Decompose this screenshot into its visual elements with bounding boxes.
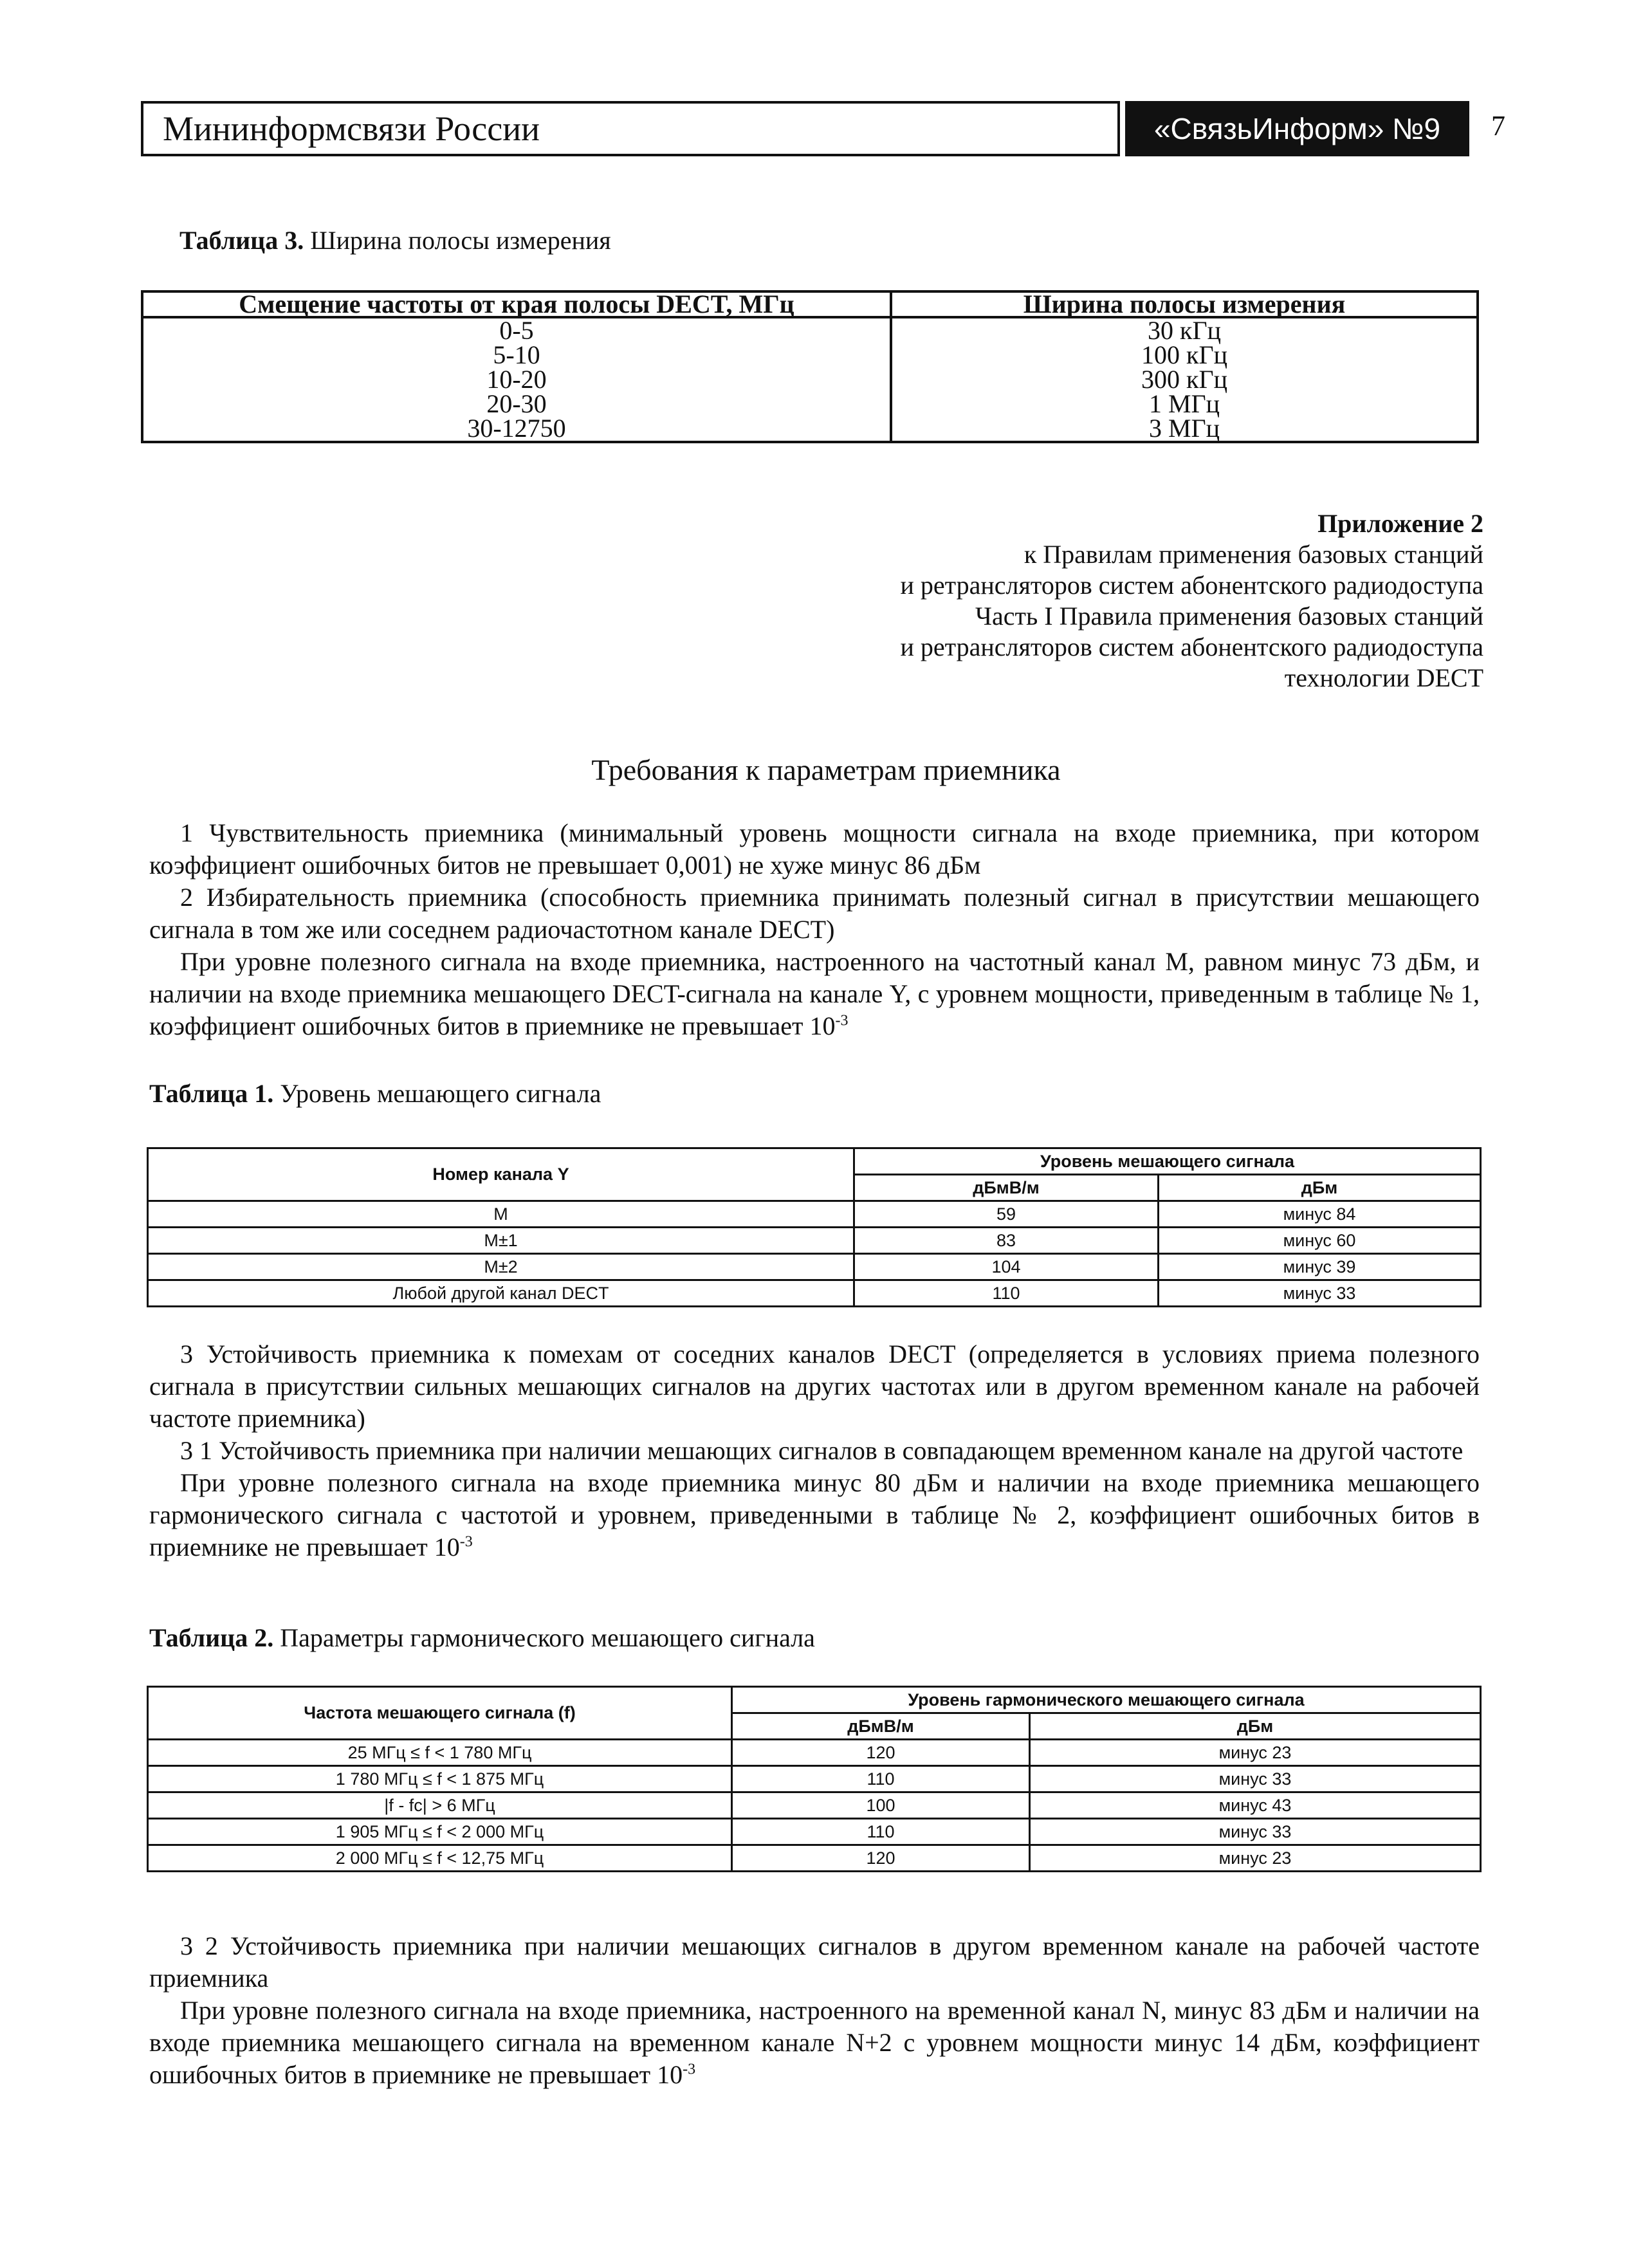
table2-header-row: [148, 1687, 1481, 1713]
table1-sub1-header: дБмВ/м: [854, 1175, 1159, 1201]
appendix-line: к Правилам применения базовых станций: [1023, 540, 1483, 569]
paragraph: 3 Устойчивость приемника к помехам от соседних каналов DECT (определяется в условиях приема полезного сигнала в присутствии сильных мешающих сигналов на других частотах или в другом временном канале на рабочей частоте приемника): [149, 1340, 1480, 1433]
table2-sub1-header: дБмВ/м: [732, 1713, 1030, 1740]
table1-group-header: Уровень мешающего сигнала: [854, 1148, 1481, 1175]
table-cell: 1 780 МГц ≤ f < 1 875 МГц: [148, 1766, 732, 1792]
page-number: 7: [1491, 110, 1505, 142]
paragraph: 2 Избирательность приемника (способность приемника принимать полезный сигнал в присутствии мешающего сигнала в том же или соседнем радиочастотном канале DECT): [149, 883, 1480, 944]
paragraphs-block-3: [149, 1930, 1480, 2091]
table3: [141, 290, 1479, 443]
table-cell: 30 кГц: [891, 317, 1478, 343]
table-cell: минус 84: [1159, 1201, 1481, 1228]
table-cell: 1 МГц: [891, 392, 1478, 416]
table-cell: минус 23: [1030, 1740, 1481, 1766]
paragraph: 3 1 Устойчивость приемника при наличии мешающих сигналов в совпадающем временном канале на другой частоте: [180, 1436, 1464, 1465]
table2-caption-label: Таблица 2.: [149, 1623, 274, 1652]
table-row: [142, 416, 1478, 442]
table-cell: 30-12750: [142, 416, 891, 442]
table-row: [148, 1201, 1481, 1228]
table-row: [148, 1740, 1481, 1766]
header-left-text: Мининформсвязи России: [163, 109, 540, 148]
superscript: -3: [683, 2061, 696, 2078]
table3-header-row: [142, 291, 1478, 317]
section-heading: Требования к параметрам приемника: [591, 753, 1061, 786]
table-cell: 104: [854, 1254, 1159, 1280]
superscript: -3: [459, 1533, 473, 1551]
table-cell: 1 905 МГц ≤ f < 2 000 МГц: [148, 1819, 732, 1845]
table1-header-row: [148, 1148, 1481, 1175]
table-cell: 10-20: [142, 367, 891, 392]
paragraph-text: При уровне полезного сигнала на входе приемника, настроенного на частотный канал М, равном минус 73 дБм, и наличии на входе приемника мешающего DECT-сигнала на канале Y, с уровнем мощности, приведенным в таблице № 1, коэффициент ошибочных битов в приемнике не превышает 10: [149, 947, 1480, 1040]
paragraph-text: При уровне полезного сигнала на входе приемника минус 80 дБм и наличии на входе приемника мешающего гармонического сигнала с частотой и уровнем, приведенными в таблице № 2, коэффициент ошибочных битов в приемнике не превышает 10: [149, 1468, 1480, 1561]
table1-caption-text: Уровень мешающего сигнала: [273, 1079, 601, 1108]
table3-caption-label: Таблица 3.: [179, 226, 304, 255]
table-cell: минус 33: [1030, 1819, 1481, 1845]
table-cell: |f - fc| > 6 МГц: [148, 1792, 732, 1819]
table-row: [142, 392, 1478, 416]
appendix-line: и ретрансляторов систем абонентского радиодоступа: [900, 571, 1483, 600]
table-cell: 2 000 МГц ≤ f < 12,75 МГц: [148, 1845, 732, 1872]
table-cell: М: [148, 1201, 854, 1228]
table1-col1-header: Номер канала Y: [148, 1148, 854, 1201]
appendix-line: и ретрансляторов систем абонентского радиодоступа: [900, 632, 1483, 661]
table-cell: 100: [732, 1792, 1030, 1819]
table1-caption-label: Таблица 1.: [149, 1079, 274, 1108]
appendix-line: технологии DECT: [1284, 663, 1483, 692]
paragraph-with-sup: [149, 946, 1480, 1042]
table3-col1-header: Смещение частоты от края полосы DECT, МГц: [142, 291, 891, 317]
table-cell: 20-30: [142, 392, 891, 416]
paragraphs-block-1: [149, 817, 1480, 1042]
table-row: [148, 1254, 1481, 1280]
table-cell: минус 39: [1159, 1254, 1481, 1280]
table2-col1-header: Частота мешающего сигнала (f): [148, 1687, 732, 1740]
paragraph: 3 2 Устойчивость приемника при наличии мешающих сигналов в другом временном канале на рабочей частоте приемника: [149, 1931, 1480, 1993]
table1: [147, 1147, 1482, 1307]
table3-caption: [179, 225, 611, 255]
table-row: [142, 317, 1478, 343]
table2-group-header: Уровень гармонического мешающего сигнала: [732, 1687, 1481, 1713]
paragraphs-block-2: [149, 1338, 1480, 1563]
table-cell: 120: [732, 1845, 1030, 1872]
table2-sub2-header: дБм: [1030, 1713, 1481, 1740]
table3-caption-text: Ширина полосы измерения: [304, 226, 611, 255]
appendix-block: [901, 508, 1483, 694]
table-row: [148, 1845, 1481, 1872]
table-cell: 110: [732, 1766, 1030, 1792]
table1-caption: [149, 1078, 601, 1109]
table-cell: 0-5: [142, 317, 891, 343]
table-cell: минус 60: [1159, 1228, 1481, 1254]
table-cell: 110: [854, 1280, 1159, 1307]
table-row: [148, 1819, 1481, 1845]
appendix-line: Часть I Правила применения базовых станций: [975, 602, 1483, 631]
header-journal-title: [1125, 101, 1469, 156]
paragraph: 1 Чувствительность приемника (минимальный уровень мощности сигнала на входе приемника, при котором коэффициент ошибочных битов не превышает 0,001) не хуже минус 86 дБм: [149, 818, 1480, 880]
paragraph-text: При уровне полезного сигнала на входе приемника, настроенного на временной канал N, минус 83 дБм и наличии на входе приемника мешающего сигнала на временном канале N+2 с уровнем мощности минус 14 дБм, коэффициент ошибочных битов в приемнике не превышает 10: [149, 1996, 1480, 2089]
table-cell: 5-10: [142, 343, 891, 367]
table2-caption: [149, 1623, 815, 1653]
table2: [147, 1686, 1482, 1872]
table-cell: минус 23: [1030, 1845, 1481, 1872]
table-row: [148, 1766, 1481, 1792]
table-row: [148, 1228, 1481, 1254]
table-row: [148, 1280, 1481, 1307]
table-cell: 25 МГц ≤ f < 1 780 МГц: [148, 1740, 732, 1766]
table1-sub2-header: дБм: [1159, 1175, 1481, 1201]
table-cell: минус 33: [1159, 1280, 1481, 1307]
header-ministry-title: [141, 101, 1120, 156]
table-cell: минус 43: [1030, 1792, 1481, 1819]
table-cell: минус 33: [1030, 1766, 1481, 1792]
table2-caption-text: Параметры гармонического мешающего сигнала: [273, 1623, 815, 1652]
table-row: [142, 367, 1478, 392]
table-cell: 110: [732, 1819, 1030, 1845]
table-cell: 83: [854, 1228, 1159, 1254]
table-cell: 100 кГц: [891, 343, 1478, 367]
superscript: -3: [835, 1012, 849, 1029]
table-cell: М±1: [148, 1228, 854, 1254]
table-cell: 59: [854, 1201, 1159, 1228]
paragraph-with-sup: [149, 1994, 1480, 2091]
table-row: [148, 1792, 1481, 1819]
table-cell: 120: [732, 1740, 1030, 1766]
table-row: [142, 343, 1478, 367]
appendix-title: Приложение 2: [1317, 509, 1483, 538]
header-right-text: «СвязьИнформ» №9: [1153, 112, 1441, 145]
table-cell: М±2: [148, 1254, 854, 1280]
table-cell: 300 кГц: [891, 367, 1478, 392]
table3-col2-header: Ширина полосы измерения: [891, 291, 1478, 317]
paragraph-with-sup: [149, 1467, 1480, 1563]
table-cell: 3 МГц: [891, 416, 1478, 442]
table-cell: Любой другой канал DECT: [148, 1280, 854, 1307]
